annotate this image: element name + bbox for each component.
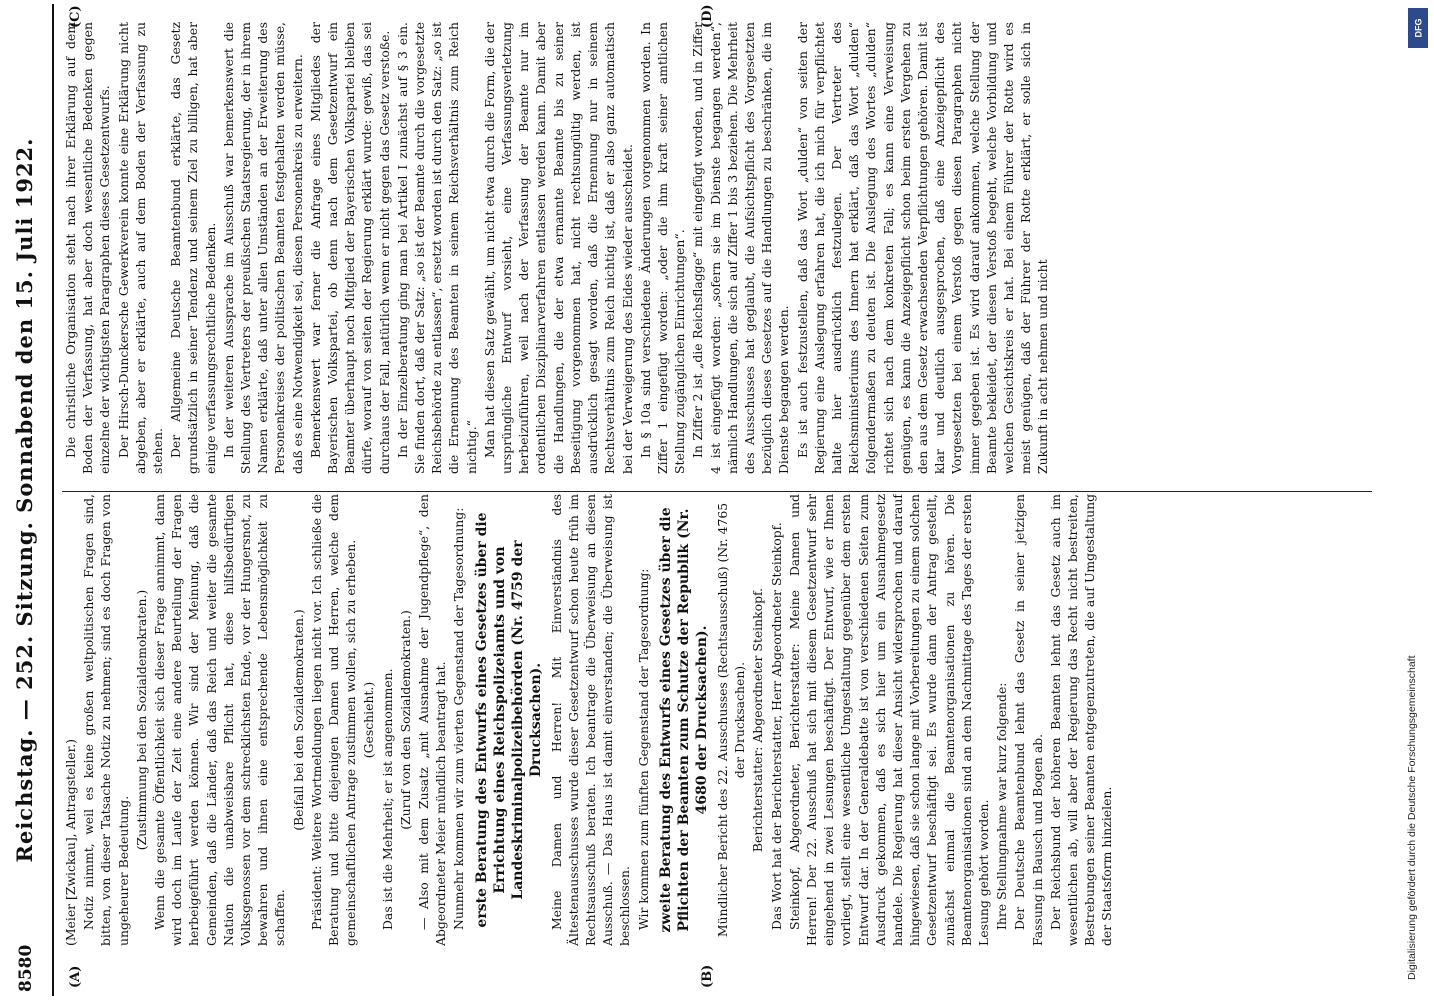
paragraph: In Ziffer 2 ist „die Reichsflagge“ mit eingefügt worden, und in Ziffer 4 ist eingefügt worden: „sofern sie im Dienste begangen werden“, nämlich Handlungen, die sich auf Ziffer 1 bis 3 beziehen. Die Mehrheit des Ausschusses hat geglaubt, die Aufsichtspflicht des Vorgesetzten bezüglich dieses Gesetzes auf die Handlungen zu beschränken, die im Dienste begangen werden. [690,22,792,474]
paragraph: Nunmehr kommen wir zum vierten Gegenstand der Tagesordnung: [451,507,467,930]
speaker-note: (Meier [Zwickau], Antragsteller.) [63,739,78,946]
paragraph: Steinkopf, Abgeordneter, Berichterstatter: Meine Damen und Herren! Der 22. Ausschuß hat sich mit diesem Gesetzentwurf sehr eingehend in zwei Lesungen beschäftigt. Der Entwurf, wie er Ihnen vorliegt, stellt eine wesentliche Umgestaltung gegenüber dem ersten Entwurf dar. In der Generaldebatte ist von verschiedenen Seiten zum Ausdruck gekommen, daß es sich hier um ein Ausnahmegesetz handele. Die Regierung hat dieser Ansicht widersprochen und darauf hingewiesen, daß sie schon lange mit Vorbereitungen zu einem solchen Gesetzentwurf beschäftigt sei. Es wurde dann der Antrag gestellt, zunächst einmal die Beamtenorganisationen zu hören. Die Beamtenorganisationen sind an dem Nachmittage des Tages der ersten Lesung gehört worden. [786,494,991,946]
paragraph: Man hat diesen Satz gewählt, um nicht etwa durch die Form, die der ursprüngliche Entwurf vorsieht, eine Verfassungsverletzung herbeizuführen, weil nach der Verfassung der Beamte nur im ordentlichen Disziplinarverfahren entlassen werden kann. Damit aber die Handlungen, die der etwa ernannte Beamte bis zu seiner Beseitigung vorgenommen hat, nicht rechtsungültig werden, ist ausdrücklich gesagt worden, daß die Ernennung nur in seinem Rechtsverhältnis zum Reich nichtig ist, daß er also ganz automatisch bei der Verweigerung des Eides wieder ausscheidet. [481,22,635,474]
interjection: (Geschieht.) [361,681,377,759]
paragraph: Es ist auch festzustellen, daß das Wort „dulden“ von seiten der Regierung eine Auslegung erfahren hat, die ich mich für verpflichtet halte hier ausdrücklich festzulegen. Der Vertreter des Reichsministeriums des Innern hat erklärt, daß das Wort „dulden“ folgendermaßen zu deuten ist. Die Auslegung des Wortes „dulden“ richtet sich nach dem konkreten Fall; es kann eine Verweisung genügen, es kann die Anzeigepflicht schon beim ersten Vergehen zu den aus dem Gesetz erwachsenden Verpflichtungen gehören. Damit ist klar und deutlich ausgesprochen, daß eine Anzeigepflicht des Vorgesetzten bei einem Verstoß gegen diesen Paragraphen nicht immer gegeben ist. Es wird darauf ankommen, welche Stellung der Beamte bekleidet, der diesen Verstoß begeht, welche Vorbildung und welchen Gesichtskreis er hat. Bei einem Führer der Rotte wird es meist genügen, daß der Führer der Rotte erklärt, er solle sich in Zukunft in acht nehmen und nicht [794,22,1051,474]
header-rule [52,4,54,996]
paragraph: Der Hirsch-Dunckersche Gewerkverein konnte eine Erklärung nicht abgeben, aber er erklärte, auch auf dem Boden der Verfassung zu stehen. [115,22,166,474]
paragraph: In § 10a sind verschiedene Änderungen vorgenommen worden. In Ziffer 1 eingefügt worden: „oder die ihm kraft seiner amtlichen Stellung zugänglichen Einrichtungen“. [637,22,688,474]
margin-marker-a: (A) [68,965,83,988]
interjection: (Zuruf von den Sozialdemokraten.) [397,610,413,830]
digitization-footer [1404,0,1434,1000]
paragraph: Die christliche Organisation steht nach ihrer Erklärung auf dem Boden der Verfassung, hat aber doch wesentliche Bedenken gegen einzelne der wichtigsten Paragraphen dieses Gesetzentwurfs. [63,22,113,474]
page-header [0,0,56,1000]
paragraph: Wir kommen zum fünften Gegenstand der Tagesordnung: [635,568,651,930]
paragraph: In der Einzelberatung ging man bei Artikel I zunächst auf § 3 ein. Sie finden dort, daß der Satz: „so ist der Beamte durch die vorgesetzte Reichsbehörde zu entlassen“, ersetzt worden ist durch den Satz: „so ist die Ernennung des Beamten in seinem Reichsverhältnis zum Reich nichtig.“ [394,22,479,474]
paragraph: Meine Damen und Herren! Mit Einverständnis des Ältestenausschusses wurde dieser Gesetzentwurf schon heute früh im Rechtsausschuß beraten. Ich beantrage die Überweisung an diesen Ausschuß. — Das Haus ist damit einverstanden; die Überweisung ist beschlossen. [548,494,633,946]
margin-marker-d: (D) [700,4,715,28]
column-divider [62,491,1372,492]
paragraph: — Also mit dem Zusatz „mit Ausnahme der Jugendpflege“, den Abgeordneter Meier mündlich beantragt hat. [416,494,449,946]
paragraph: Das ist die Mehrheit; er ist angenommen. [379,668,395,930]
margin-marker-c: (C) [68,5,83,28]
paragraph: Notiz nimmt, weil es keine großen weltpolitischen Fragen sind, bitten, von dieser Tatsache Notiz zu nehmen; sind es doch Fragen von ungeheurer Bedeutung. [81,494,131,946]
agenda-item-heading: erste Beratung des Entwurfs eines Gesetzes über die Errichtung eines Reichspolizeiamts und von Landeskriminalpolizeibehörden (Nr. 4759 der Drucksachen). [473,512,544,928]
page-number: 8580 [16,944,36,992]
paragraph: Berichterstatter: Abgeordneter Steinkopf. [750,587,766,853]
paragraph: Der Allgemeine Deutsche Beamtenbund erklärte, das Gesetz grundsätzlich in seiner Tendenz und seinem Ziel zu billigen, hat aber einige verfassungsrechtliche Bedenken. [168,22,218,474]
interjection: (Beifall bei den Sozialdemokraten.) [290,609,306,831]
left-column [62,494,1382,946]
margin-marker-b: (B) [700,964,715,988]
agenda-item-heading: zweite Beratung des Entwurfs eines Gesetzes über die Pflichten der Beamten zum Schutze der Republik (Nr. 4680 der Drucksachen). [657,507,710,933]
paragraph: Der Deutsche Beamtenbund lehnt das Gesetz in seiner jetzigen Fassung in Bausch und Bogen ab. [1012,494,1045,946]
funding-note: Digitalisierung gefördert durch die Deutsche Forschungsgemeinschaft [1406,655,1418,980]
paragraph: Ihre Stellungnahme war kurz folgende: [994,682,1010,930]
paragraph: Mündlicher Bericht des 22. Ausschusses (Rechtsausschuß) (Nr. 4765 der Drucksachen). [714,502,748,938]
dfg-logo: DFG [1408,8,1428,48]
paragraph: Wenn die gesamte Öffentlichkeit sich dieser Frage annimmt, dann wird doch im Laufe der Zeit eine andere Beurteilung der Fragen herbeigeführt werden können. Wir sind der Meinung, daß die Gemeinden, daß die Länder, daß das Reich und weiter die gesamte Nation die unabweisbare Pflicht hat, diese hilfsbedürftigen Volksgenossen vor dem schrecklichsten Ende, vor der Hungersnot, zu bewahren und ihnen eine entsprechende Lebensmöglichkeit zu schaffen. [152,494,288,946]
interjection: (Zustimmung bei den Sozialdemokraten.) [133,589,149,851]
paragraph: In der weiteren Aussprache im Ausschuß war bemerkenswert die Stellung des Vertreters der preußischen Staatsregierung, der in ihrem Namen erklärte, daß unter allen Umständen an der Erweiterung des Personenkreises der politischen Beamten festgehalten werden müsse, daß es eine Notwendigkeit sei, diesen Personenkreis zu erweitern. [220,22,305,474]
paragraph: Der Reichsbund der höheren Beamten lehnt das Gesetz auch im wesentlichen ab, will aber der Regierung das Recht nicht bestreiten, Bestrebungen seiner Beamten entgegenzutreten, die auf Umgestaltung der Staatsform hinzielen. [1047,494,1115,946]
paragraph: Präsident: Weitere Wortmeldungen liegen nicht vor. Ich schließe die Beratung und bitte diejenigen Damen und Herren, welche dem gemeinschaftlichen Antrage zustimmen wollen, sich zu erheben. [308,494,359,946]
page-title: Reichstag. — 252. Sitzung. Sonnabend den 15. Juli 1922. [12,137,37,863]
paragraph: Bemerkenswert war ferner die Anfrage eines Mitgliedes der Bayerischen Volkspartei, ob denn nach dem Gesetzentwurf ein Beamter überhaupt noch Mitglied der Bayerischen Volkspartei bleiben dürfe, worauf von seiten der Regierung erklärt wurde: gewiß, das sei durchaus der Fall, natürlich wenn er nicht gegen das Gesetz verstoße. [307,22,392,474]
paragraph: Das Wort hat der Berichterstatter, Herr Abgeordneter Steinkopf. [768,522,784,930]
right-column [62,22,1382,474]
